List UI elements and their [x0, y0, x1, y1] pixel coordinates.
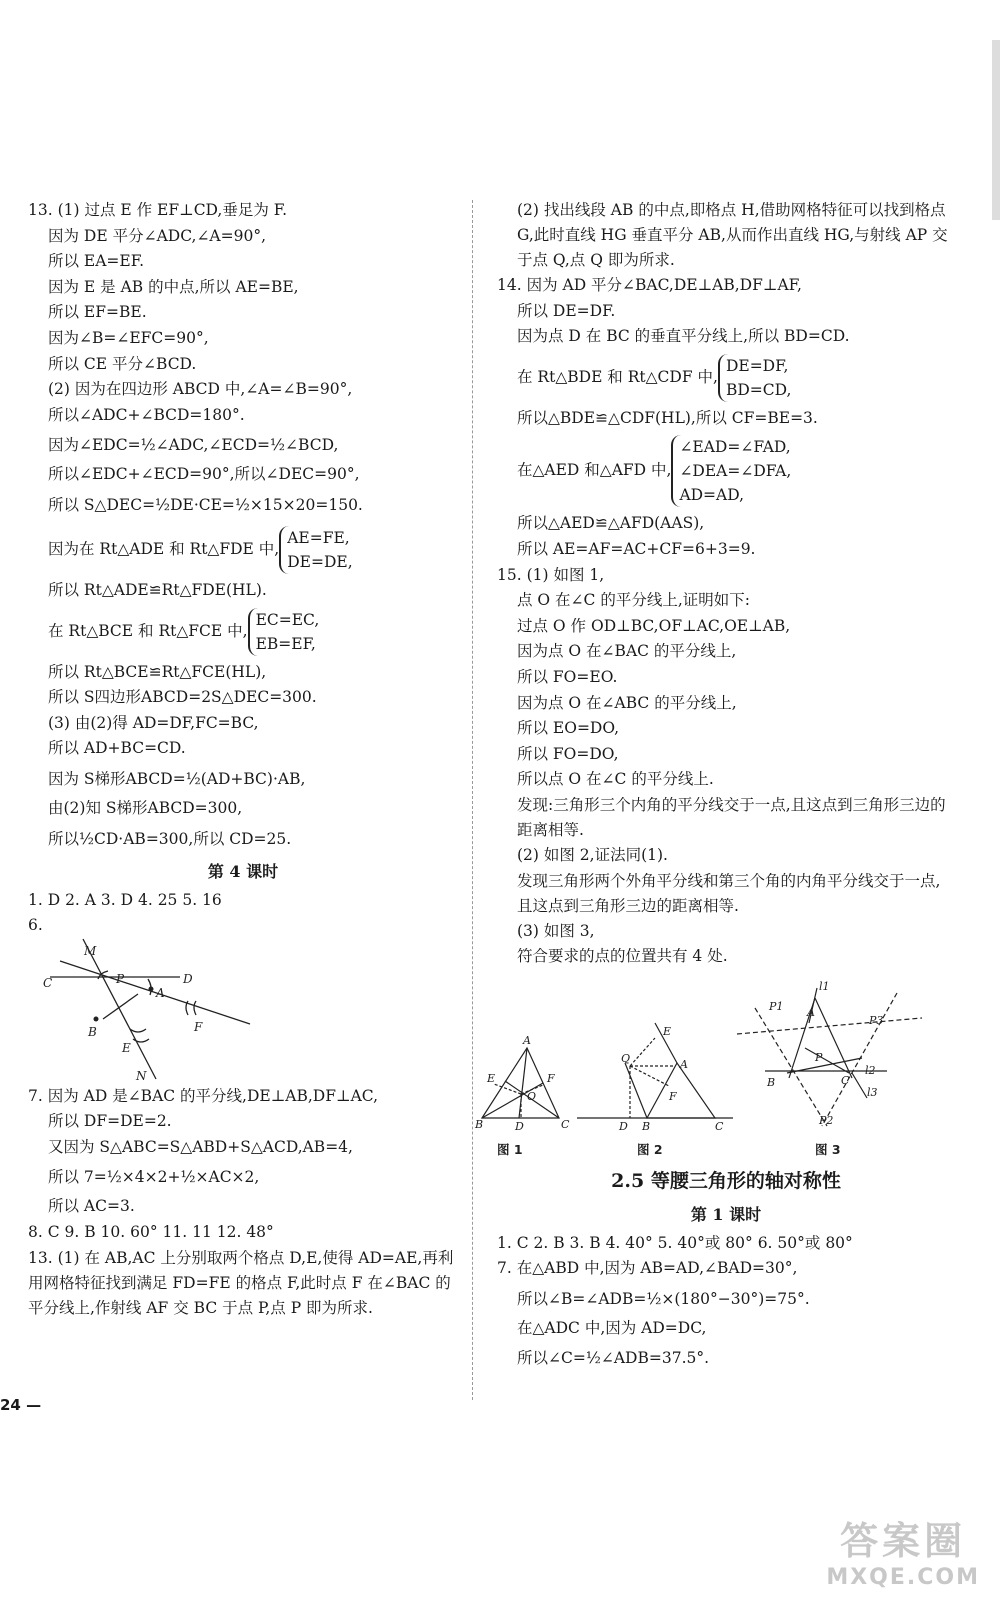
- q13-part2-text: (2) 找出线段 AB 的中点,即格点 H,借助网格特征可以找到格点 G,此时直线 HG 垂直平分 AB,从而作出直线 HG,与射线 AP 交于点 Q,点 Q 即为所求.: [517, 201, 948, 269]
- q13-line: 因为 E 是 AB 的中点,所以 AE=BE,: [48, 277, 299, 296]
- q15-figures: [475, 978, 955, 1163]
- fig-label: B: [88, 1024, 97, 1039]
- q13-line: 所以½CD·AB=300,所以 CD=25.: [48, 829, 292, 848]
- fig-label: l2: [865, 1063, 876, 1077]
- fig-label: F: [547, 1071, 555, 1085]
- system-eq: AD=AD,: [679, 486, 745, 505]
- fig-label: E: [122, 1040, 131, 1055]
- right-column: [475, 198, 955, 1375]
- fig-label: F: [669, 1089, 677, 1103]
- q15-line: 所以点 O 在∠C 的平分线上.: [517, 770, 714, 789]
- fig-label: D: [515, 1119, 524, 1133]
- column-divider: [472, 200, 473, 1400]
- page-number: 24 —: [0, 1396, 42, 1414]
- fig-label: A: [156, 985, 165, 1000]
- fig-label: A: [523, 1033, 531, 1047]
- q13-line: 所以 EF=BE.: [48, 303, 147, 322]
- fig-label: B: [642, 1119, 651, 1133]
- q13-line: 因为∠EDC=½∠ADC,∠ECD=½∠BCD,: [48, 436, 339, 455]
- q7-line: 又因为 S△ABC=S△ABD+S△ACD,AB=4,: [48, 1137, 353, 1156]
- section-title: 2.5 等腰三角形的轴对称性: [611, 1169, 841, 1192]
- q13-line: 所以∠EDC+∠ECD=90°,所以∠DEC=90°,: [48, 465, 360, 484]
- q13-line: 所以 AD+BC=CD.: [48, 739, 186, 758]
- system-eq: EB=EF,: [255, 634, 316, 653]
- q13-line: 所以 Rt△BCE≌Rt△FCE(HL),: [48, 662, 267, 681]
- q7-line: 所以 DF=DE=2.: [48, 1112, 172, 1131]
- fig-label: C: [841, 1073, 850, 1087]
- q13-line: 13. (1) 过点 E 作 EF⊥CD,垂足为 F.: [28, 201, 288, 219]
- q15-line: 因为点 O 在∠ABC 的平分线上,: [517, 693, 737, 712]
- figure-caption: 图 2: [637, 1141, 663, 1157]
- q13-line: 所以 Rt△ADE≌Rt△FDE(HL).: [48, 580, 267, 599]
- system-intro: 在△AED 和△AFD 中,: [517, 461, 672, 480]
- q14-system-line: [497, 435, 955, 507]
- discovery-1: 发现:三角形三个内角的平分线交于一点,且这点到三角形三边的距离相等.: [517, 795, 946, 839]
- fig-label: B: [767, 1075, 776, 1089]
- fig-label: l1: [819, 979, 830, 993]
- q13-line: 所以∠ADC+∠BCD=180°.: [48, 405, 245, 424]
- q15-line: 因为点 O 在∠BAC 的平分线上,: [517, 642, 737, 661]
- q15-line: 所以 FO=EO.: [517, 667, 618, 686]
- q6-construction-figure: [38, 939, 268, 1084]
- q13-line: 所以 S△DEC=½DE·CE=½×15×20=150.: [48, 495, 363, 514]
- q15-line: 点 O 在∠C 的平分线上,证明如下:: [517, 591, 750, 610]
- brace-system: [718, 354, 791, 402]
- q13-line: 所以 S四边形ABCD=2S△DEC=300.: [48, 688, 317, 707]
- brace-system: [279, 526, 352, 574]
- fig-label: E: [663, 1024, 672, 1038]
- fig-label: P3: [869, 1013, 884, 1027]
- q14-line: 所以 AE=AF=AC+CF=6+3=9.: [517, 539, 756, 558]
- fig-label: Q: [621, 1051, 631, 1065]
- fig-label: M: [84, 943, 97, 958]
- lesson-title: 第 4 课时: [207, 861, 279, 881]
- q13-line: 因为 DE 平分∠ADC,∠A=90°,: [48, 226, 267, 245]
- fig-label: P2: [819, 1113, 834, 1127]
- q14-system-line: [497, 354, 955, 402]
- q7-line: 7. 因为 AD 是∠BAC 的平分线,DE⊥AB,DF⊥AC,: [28, 1086, 378, 1105]
- q13-line: 所以 CE 平分∠BCD.: [48, 354, 197, 373]
- system-intro: 在 Rt△BCE 和 Rt△FCE 中,: [48, 621, 248, 640]
- q13-line: 由(2)知 S梯形ABCD=300,: [48, 798, 243, 817]
- system-eq: EC=EC,: [255, 610, 320, 629]
- q7-line: 所以 AC=3.: [48, 1197, 135, 1216]
- q7-line: 7. 在△ABD 中,因为 AB=AD,∠BAD=30°,: [497, 1259, 798, 1278]
- figure-2: [577, 1023, 733, 1118]
- q15-line: 过点 O 作 OD⊥BC,OF⊥AC,OE⊥AB,: [517, 616, 791, 635]
- left-column: [28, 198, 458, 1321]
- fig-label: P1: [769, 999, 784, 1013]
- q15-line: 15. (1) 如图 1,: [497, 565, 605, 584]
- watermark-logo: [826, 1510, 980, 1590]
- system-intro: 因为在 Rt△ADE 和 Rt△FDE 中,: [48, 539, 280, 558]
- fig-label: P: [815, 1050, 823, 1064]
- q15-part3-result: 符合要求的点的位置共有 4 处.: [517, 947, 728, 966]
- q13-system-line: [28, 526, 458, 574]
- q14-line: 所以△AED≌△AFD(AAS),: [517, 514, 705, 533]
- fig-label: O: [527, 1089, 537, 1103]
- system-eq: DE=DF,: [725, 356, 789, 375]
- q13-grid-text: 13. (1) 在 AB,AC 上分别取两个格点 D,E,使得 AD=AE,再利用网格特征找到满足 FD=FE 的格点 F,此时点 F 在∠BAC 的平分线上,作射线 AF 交 BC 于点 P,点 P 即为所求.: [28, 1248, 454, 1317]
- q13-line: (3) 由(2)得 AD=DF,FC=BC,: [48, 713, 259, 732]
- system-eq: AE=FE,: [287, 528, 350, 547]
- fig-label: B: [475, 1117, 484, 1131]
- q7-line: 所以∠C=½∠ADB=37.5°.: [517, 1349, 710, 1368]
- fig-label: D: [183, 971, 193, 986]
- q15-part3: (3) 如图 3,: [517, 921, 595, 940]
- lesson-title: 第 1 课时: [690, 1204, 762, 1224]
- system-eq: DE=DE,: [287, 552, 353, 571]
- figure-caption: 图 3: [815, 1141, 841, 1157]
- system-eq: ∠EAD=∠FAD,: [679, 438, 791, 457]
- page-number-value: 24: [0, 1396, 21, 1414]
- q15-line: 所以 EO=DO,: [517, 719, 620, 738]
- fig-label: A: [807, 1005, 815, 1019]
- fig-label: P: [116, 971, 125, 986]
- q14-line: 所以△BDE≌△CDF(HL),所以 CF=BE=3.: [517, 408, 818, 427]
- fig-label: E: [487, 1071, 496, 1085]
- page-edge-shadow: [992, 40, 1000, 220]
- q14-line: 14. 因为 AD 平分∠BAC,DE⊥AB,DF⊥AF,: [497, 276, 802, 294]
- q13-line: (2) 因为在四边形 ABCD 中,∠A=∠B=90°,: [48, 380, 353, 399]
- fig-label: N: [136, 1068, 147, 1083]
- answers-1-5: 1. D 2. A 3. D 4. 25 5. 16: [28, 890, 222, 909]
- figure-3: [737, 988, 922, 1126]
- discovery-2: 发现三角形两个外角平分线和第三个角的内角平分线交于一点,且这点到三角形三边的距离相等.: [517, 871, 941, 915]
- q13-line: 所以 EA=EF.: [48, 252, 145, 271]
- point-b: [94, 1016, 99, 1021]
- q14-line: 因为点 D 在 BC 的垂直平分线上,所以 BD=CD.: [517, 327, 850, 346]
- q13-line: 因为 S梯形ABCD=½(AD+BC)·AB,: [48, 769, 306, 788]
- q14-line: 所以 DE=DF.: [517, 301, 616, 320]
- point-a: [149, 986, 154, 991]
- fig-label: C: [561, 1117, 570, 1131]
- fig-label: A: [680, 1057, 688, 1071]
- watermark-text: 答案圈: [840, 1519, 967, 1563]
- q7-line: 所以∠B=∠ADB=½×(180°−30°)=75°.: [517, 1289, 810, 1308]
- brace-system: [671, 435, 791, 507]
- q6-label: 6.: [28, 916, 43, 935]
- fig-label: C: [715, 1119, 724, 1133]
- q15-part2: (2) 如图 2,证法同(1).: [517, 845, 668, 864]
- fig-label: l3: [867, 1085, 878, 1099]
- q15-line: 所以 FO=DO,: [517, 744, 619, 763]
- answers-8-12: 8. C 9. B 10. 60° 11. 11 12. 48°: [28, 1223, 274, 1242]
- q13-system-line: [28, 608, 458, 656]
- figure-caption: 图 1: [497, 1141, 523, 1157]
- system-intro: 在 Rt△BDE 和 Rt△CDF 中,: [517, 367, 718, 386]
- system-eq: BD=CD,: [725, 380, 792, 399]
- fig-label: F: [194, 1019, 203, 1034]
- q7-line: 所以 7=½×4×2+½×AC×2,: [48, 1168, 260, 1187]
- system-eq: ∠DEA=∠DFA,: [679, 462, 792, 481]
- brace-system: [248, 608, 320, 656]
- q13-line: 因为∠B=∠EFC=90°,: [48, 328, 209, 347]
- q7-line: 在△ADC 中,因为 AD=DC,: [517, 1318, 707, 1337]
- fig-label: D: [619, 1119, 628, 1133]
- fig-label: C: [43, 975, 53, 990]
- answers-1-6: 1. C 2. B 3. B 4. 40° 5. 40°或 80° 6. 50°或 80°: [497, 1233, 853, 1252]
- watermark-url: MXQE.COM: [826, 1565, 980, 1590]
